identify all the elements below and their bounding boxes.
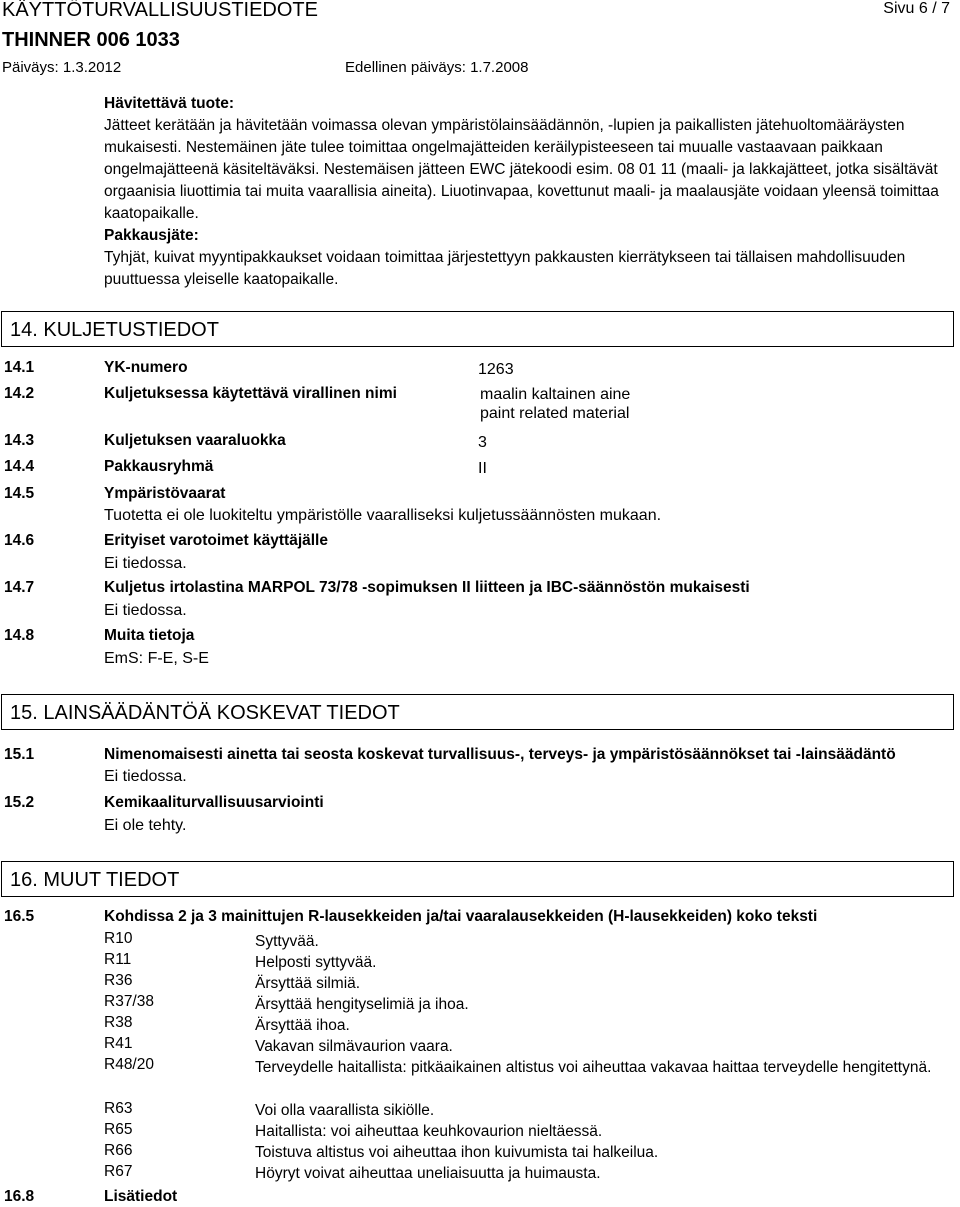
env-hazards-text: Tuotetta ei ole luokiteltu ympäristölle vaaralliseksi kuljetussäännösten mukaan. [104, 507, 662, 524]
phrase-code: R66 [104, 1142, 133, 1159]
phrase-code: R36 [104, 972, 133, 989]
row-number: 16.8 [4, 1188, 35, 1205]
row-number: 15.2 [4, 794, 35, 811]
other-info-text: EmS: F-E, S-E [104, 650, 209, 667]
regulations-label: Nimenomaisesti ainetta tai seosta koskevat turvallisuus-, terveys- ja ympäristösäännökset tai -lainsäädäntö [104, 746, 896, 763]
env-hazards-label: Ympäristövaarat [104, 485, 226, 502]
previous-date: Edellinen päiväys: 1.7.2008 [345, 59, 529, 76]
bulk-transport-text: Ei tiedossa. [104, 602, 187, 619]
phrase-text: Helposti syttyvää. [255, 954, 377, 971]
row-number: 14.3 [4, 432, 35, 449]
section-15-header: 15. LAINSÄÄDÄNTÖÄ KOSKEVAT TIEDOT [1, 694, 954, 730]
disposal-text: Jätteet kerätään ja hävitetään voimassa olevan ympäristölainsäädännön, -lupien ja paikallisten jätehuoltomääräysten mukaisesti. Nestemäinen jäte tulee toimittaa ongelmajätteiden keräilypisteeseen tai muualle vastaavaan paikkaan ongelmajätteenä käsiteltäväksi. Nestemäisen jätteen EWC jätekoodi esim. 08 01 11 (maali- ja lakkajätteet, jotka sisältävät orgaanisia liuottimia tai muita vaarallisia aineita). Liuotinvapaa, kovettunut maali- ja maalausjäte voidaan yleensä toimittaa kaatopaikalle. [104, 117, 939, 222]
hazard-class-value: 3 [478, 434, 487, 451]
phrase-text: Voi olla vaarallista sikiölle. [255, 1102, 435, 1119]
packing-group-label: Pakkausryhmä [104, 458, 214, 475]
row-number: 14.1 [4, 359, 35, 376]
row-number: 14.5 [4, 485, 35, 502]
row-number: 14.4 [4, 458, 35, 475]
phrase-text: Höyryt voivat aiheuttaa uneliaisuutta ja huimausta. [255, 1165, 601, 1182]
chemical-safety-text: Ei ole tehty. [104, 817, 187, 834]
phrase-text: Haitallista: voi aiheuttaa keuhkovaurion nieltäessä. [255, 1123, 603, 1140]
row-number: 14.6 [4, 532, 35, 549]
additional-info-label: Lisätiedot [104, 1188, 178, 1205]
row-number: 14.2 [4, 385, 35, 402]
packaging-heading: Pakkausjäte: [104, 227, 199, 244]
disposal-block [104, 93, 954, 291]
hazard-class-label: Kuljetuksen vaaraluokka [104, 432, 286, 449]
phrase-code: R38 [104, 1014, 133, 1031]
other-info-label: Muita tietoja [104, 627, 195, 644]
row-number: 16.5 [4, 908, 35, 925]
special-precautions-text: Ei tiedossa. [104, 555, 187, 572]
row-number: 14.7 [4, 579, 35, 596]
special-precautions-label: Erityiset varotoimet käyttäjälle [104, 532, 328, 549]
phrase-code: R63 [104, 1100, 133, 1117]
phrase-code: R41 [104, 1035, 133, 1052]
phrase-text: Syttyvää. [255, 933, 319, 950]
section-14-header: 14. KULJETUSTIEDOT [1, 311, 954, 347]
regulations-text: Ei tiedossa. [104, 768, 187, 785]
row-number: 15.1 [4, 746, 35, 763]
un-number-label: YK-numero [104, 359, 188, 376]
phrase-code: R48/20 [104, 1056, 154, 1073]
shipping-name-value: maalin kaltainen aine [480, 386, 631, 403]
bulk-transport-label: Kuljetus irtolastina MARPOL 73/78 -sopimuksen II liitteen ja IBC-säännöstön mukaisesti [104, 579, 750, 596]
shipping-name-value-en: paint related material [480, 405, 630, 422]
disposal-heading: Hävitettävä tuote: [104, 95, 235, 112]
phrase-text: Ärsyttää ihoa. [255, 1017, 350, 1034]
phrase-text: Ärsyttää silmiä. [255, 975, 361, 992]
r-phrases-label: Kohdissa 2 ja 3 mainittujen R-lausekkeiden ja/tai vaaralausekkeiden (H-lausekkeiden) koko teksti [104, 908, 818, 925]
product-name: THINNER 006 1033 [2, 29, 180, 51]
page-number: Sivu 6 / 7 [883, 0, 950, 17]
un-number-value: 1263 [478, 361, 514, 378]
phrase-code: R67 [104, 1163, 133, 1180]
phrase-text: Ärsyttää hengityselimiä ja ihoa. [255, 996, 469, 1013]
phrase-text: Vakavan silmävaurion vaara. [255, 1038, 453, 1055]
row-number: 14.8 [4, 627, 35, 644]
shipping-name-label: Kuljetuksessa käytettävä virallinen nimi [104, 385, 397, 402]
packaging-text: Tyhjät, kuivat myyntipakkaukset voidaan toimittaa järjestettyyn pakkausten kierrätykseen tai tällaisen mahdollisuuden puuttuessa yleiselle kaatopaikalle. [104, 249, 906, 288]
section-16-header: 16. MUUT TIEDOT [1, 861, 954, 897]
phrase-code: R10 [104, 930, 133, 947]
phrase-text: Toistuva altistus voi aiheuttaa ihon kuivumista tai halkeilua. [255, 1144, 659, 1161]
phrase-code: R65 [104, 1121, 133, 1138]
phrase-text: Terveydelle haitallista: pitkäaikainen altistus voi aiheuttaa vakavaa haittaa terveydelle hengitettynä. [255, 1059, 932, 1076]
issue-date: Päiväys: 1.3.2012 [2, 59, 122, 76]
document-title: KÄYTTÖTURVALLISUUSTIEDOTE [2, 0, 318, 21]
packing-group-value: II [478, 460, 487, 477]
phrase-code: R37/38 [104, 993, 154, 1010]
chemical-safety-label: Kemikaaliturvallisuusarviointi [104, 794, 324, 811]
phrase-code: R11 [104, 951, 132, 968]
